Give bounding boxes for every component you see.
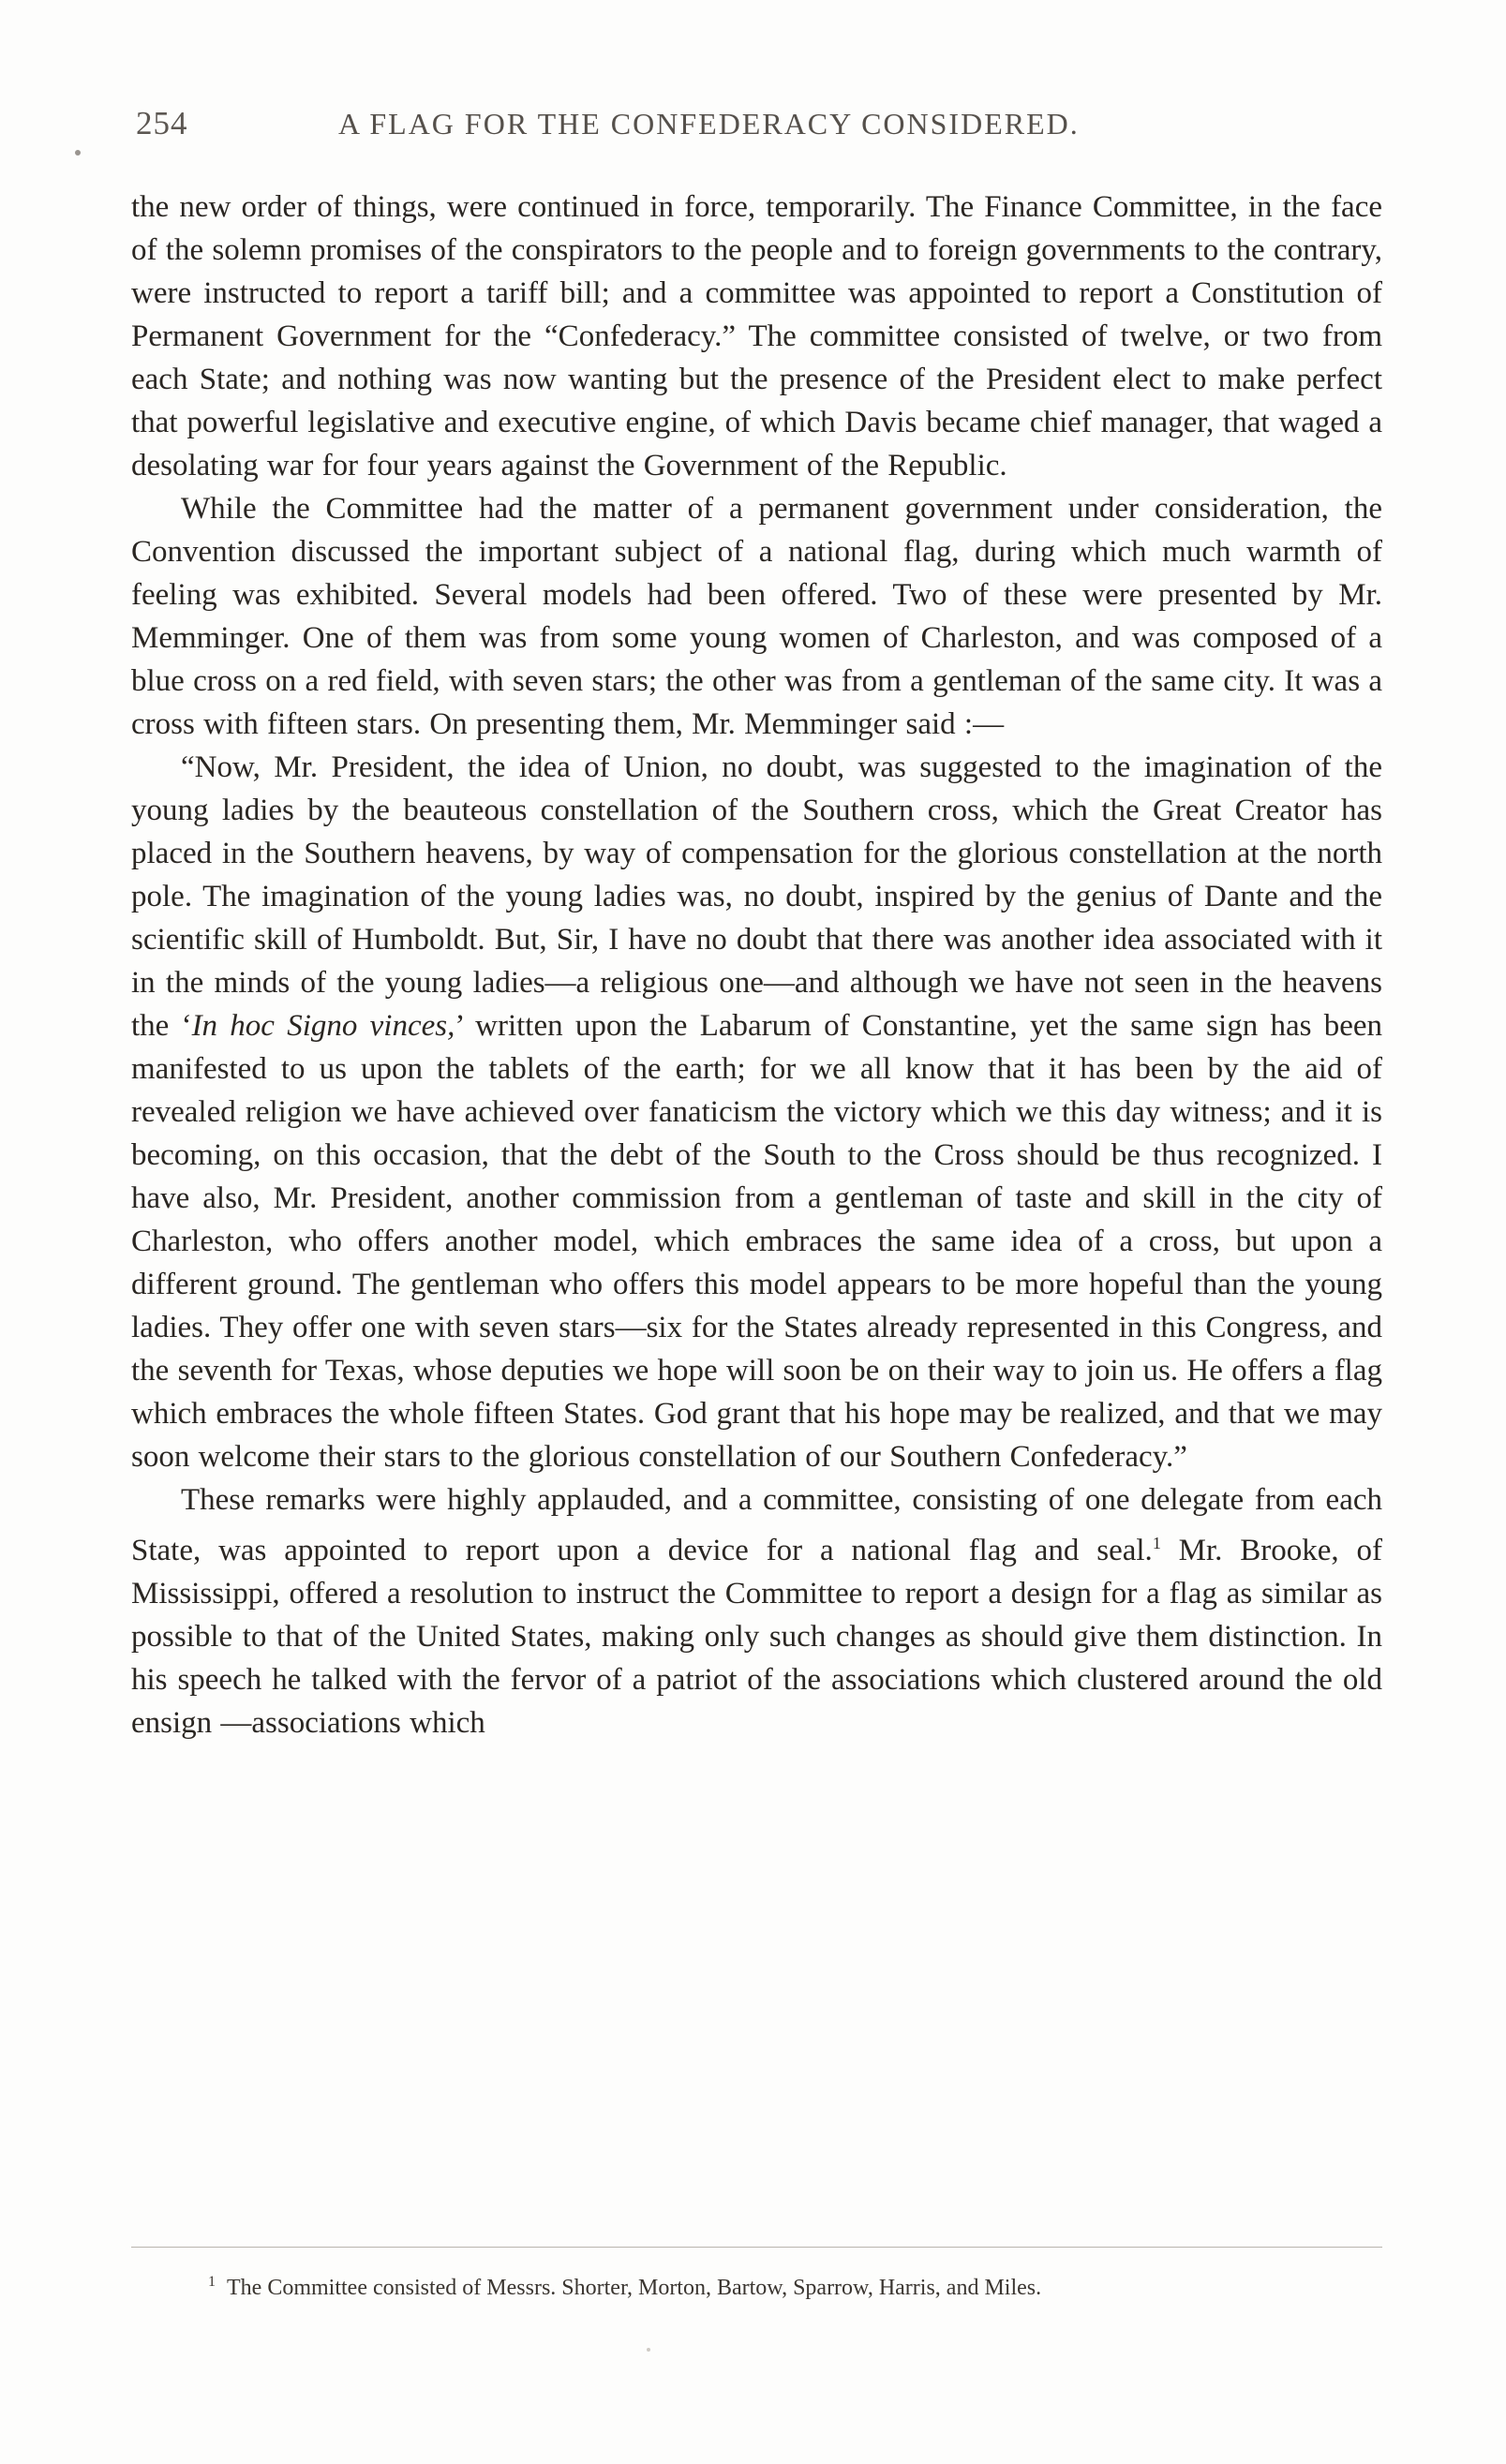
page-header	[136, 105, 1382, 161]
footnote-text: The Committee consisted of Messrs. Shorter, Morton, Bartow, Sparrow, Harris, and Miles.	[227, 2276, 1042, 2300]
latin-phrase: In hoc Signo vinces,	[191, 1009, 455, 1043]
quote-text-start: “Now, Mr. President, the idea of Union, no doubt, was suggested to the imagination of the young ladies by the beauteous constellation of the Southern cross, which the Great Creator has placed in the Southern heavens, by way of compensation for the glorious constellation at the north pole. The imagination of the young ladies was, no doubt, inspired by the genius of Dante and the scientific skill of Humboldt. But, Sir, I have no doubt that there was another idea associated with it in the minds of the young ladies—a religious one—and although we have not seen in the heavens the ‘	[131, 750, 1382, 1043]
paragraph-2: While the Committee had the matter of a permanent government under consideration, the Convention discussed the important subject of a national flag, during which much warmth of feeling was exhibited. Several models had been offered. Two of these were presented by Mr. Memminger. One of them was from some young women of Charleston, and was composed of a blue cross on a red field, with seven stars; the other was from a gentleman of the same city. It was a cross with fifteen stars. On presenting them, Mr. Memminger said :—	[131, 492, 1382, 741]
closing-text-end: Mr. Brooke, of Mississippi, offered a resolution to instruct the Committee to report a design for a flag as similar as possible to that of the United States, making only such changes as should give them distinction. In his speech he talked with the fervor of a patriot of the associations which clustered around the old ensign —associations which	[131, 1534, 1382, 1740]
body-text	[131, 186, 1382, 1744]
footnote	[208, 2267, 1370, 2303]
page-number: 254	[136, 105, 188, 141]
quote-paragraph	[131, 746, 1382, 1478]
closing-text-start: These remarks were highly applauded, and a committee, consisting of one delegate from each State, was appointed to report upon a device for a national flag and seal.	[131, 1483, 1382, 1567]
running-title: A FLAG FOR THE CONFEDERACY CONSIDERED.	[338, 107, 1080, 141]
quote-text-end: ’ written upon the Labarum of Constantine, yet the same sign has been manifested to us upon the tablets of the earth; for we all know that it has been by the aid of revealed religion we have achieved over fanaticism the victory which we this day witness; and it is becoming, on this occasion, that the debt of the South to the Cross should be thus recognized. I have also, Mr. President, another commission from a gentleman of taste and skill in the city of Charleston, who offers another model, which embraces the same idea of a cross, but upon a different ground. The gentleman who offers this model appears to be more hopeful than the young ladies. They offer one with seven stars—six for the States already represented in this Congress, and the seventh for Texas, whose deputies we hope will soon be on their way to join us. He offers a flag which embraces the whole fifteen States. God grant that his hope may be realized, and that we may soon welcome their stars to the glorious constellation of our Southern Confederacy.”	[131, 1009, 1382, 1474]
footnote-reference: 1	[1152, 1534, 1161, 1552]
footnote-divider	[131, 2247, 1382, 2248]
closing-paragraph	[131, 1478, 1382, 1744]
footnote-mark: 1	[208, 2274, 216, 2290]
paper-speck	[647, 2348, 650, 2352]
margin-speck	[75, 150, 81, 156]
paragraph-1: the new order of things, were continued in force, temporarily. The Finance Committee, in the face of the solemn promises of the conspirators to the people and to foreign governments to the contrary, were instructed to report a tariff bill; and a committee was appointed to report a Constitution of Permanent Government for the “Confederacy.” The committee consisted of twelve, or two from each State; and nothing was now wanting but the presence of the President elect to make perfect that powerful legislative and executive engine, of which Davis became chief manager, that waged a desolating war for four years against the Government of the Republic.	[131, 190, 1382, 482]
